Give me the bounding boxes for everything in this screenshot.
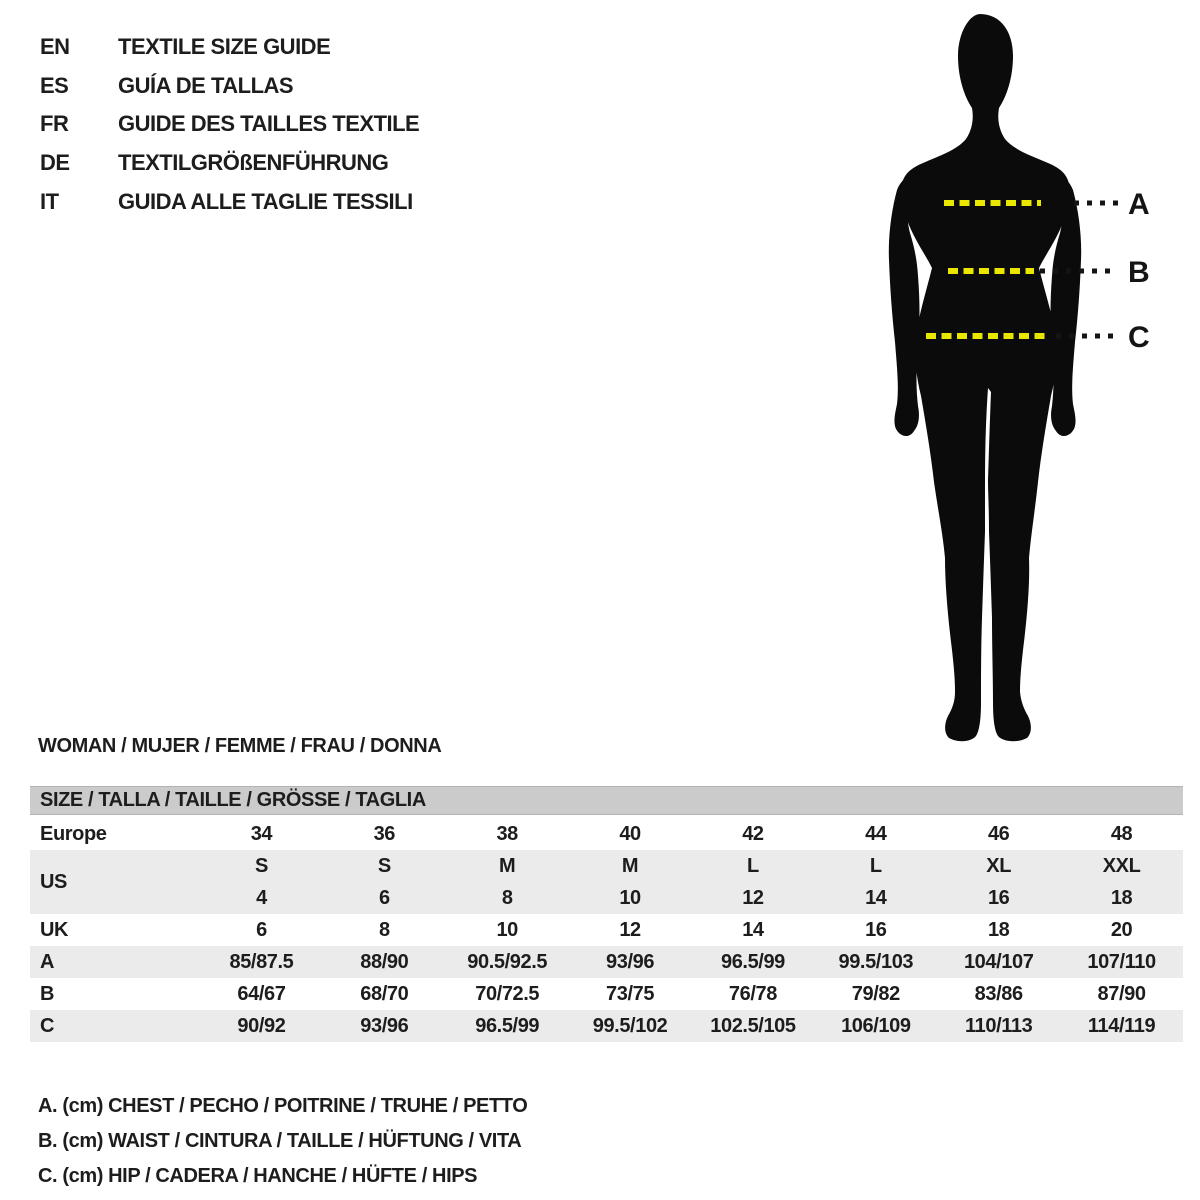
table-cell	[692, 850, 815, 914]
cell-value: 4	[256, 887, 267, 909]
table-cell: 102.5/105	[710, 1015, 796, 1037]
legend-line: B. (cm) WAIST / CINTURA / TAILLE / HÜFTUNG / VITA	[38, 1130, 522, 1152]
table-cell: 96.5/99	[720, 951, 785, 973]
measurement-legend	[38, 1089, 527, 1194]
language-code: DE	[40, 150, 70, 176]
language-title-block	[40, 29, 419, 223]
table-cell: 106/109	[841, 1015, 911, 1037]
marker-label-b: B	[1128, 256, 1150, 289]
table-cell: 88/90	[360, 951, 409, 973]
language-title-row	[40, 29, 419, 68]
language-code: FR	[40, 111, 69, 137]
table-cell	[1060, 850, 1183, 914]
table-cell: 64/67	[237, 983, 286, 1005]
cell-value: 12	[742, 887, 764, 909]
cell-value: 6	[378, 887, 390, 909]
table-cell	[814, 850, 937, 914]
marker-label-a: A	[1128, 188, 1150, 221]
table-row	[30, 978, 1183, 1010]
cell-value: S	[254, 855, 268, 877]
row-label: Europe	[40, 822, 107, 845]
row-label: C	[40, 1014, 55, 1037]
table-row	[30, 914, 1183, 946]
cell-value: 16	[987, 887, 1010, 909]
cell-value: L	[869, 855, 882, 877]
legend-line: C. (cm) HIP / CADERA / HANCHE / HÜFTE / HIPS	[38, 1165, 478, 1187]
table-cell: 104/107	[963, 951, 1034, 973]
language-code: IT	[40, 188, 59, 214]
table-cell: 12	[619, 919, 641, 941]
language-title: GUÍA DE TALLAS	[118, 72, 294, 98]
table-cell	[446, 850, 569, 914]
marker-label-c: C	[1128, 321, 1150, 354]
size-table	[30, 786, 1183, 1042]
cell-value: 14	[865, 887, 887, 909]
table-cell	[569, 850, 692, 914]
language-title: GUIDE DES TAILLES TEXTILE	[118, 111, 420, 137]
table-cell: 68/70	[360, 983, 409, 1005]
table-cell: 40	[619, 823, 641, 845]
table-cell: 110/113	[965, 1015, 1033, 1037]
language-title: GUIDA ALLE TAGLIE TESSILI	[118, 188, 413, 214]
table-cell: 99.5/103	[838, 951, 914, 973]
table-cell: 6	[256, 919, 267, 941]
table-cell: 36	[373, 823, 396, 845]
table-cell: 38	[496, 823, 518, 845]
table-row	[30, 850, 1183, 914]
woman-silhouette-figure	[850, 0, 1200, 760]
language-title: TEXTILGRÖßENFÜHRUNG	[118, 150, 389, 176]
cell-value: XL	[986, 855, 1012, 877]
table-cell: 46	[987, 823, 1010, 845]
table-cell: 76/78	[728, 983, 777, 1005]
cell-value: XXL	[1102, 855, 1141, 877]
table-cell: 96.5/99	[475, 1015, 540, 1037]
table-cell	[323, 850, 446, 914]
table-cell: 16	[865, 919, 887, 941]
cell-value: 10	[619, 887, 641, 909]
cell-value: M	[499, 855, 516, 877]
legend-line: A. (cm) CHEST / PECHO / POITRINE / TRUHE / PETTO	[38, 1095, 528, 1117]
table-cell: 93/96	[606, 951, 655, 973]
language-title-row	[40, 184, 419, 223]
cell-value: S	[377, 855, 391, 877]
table-cell: 10	[496, 919, 518, 941]
table-cell: 79/82	[851, 983, 900, 1005]
language-code: ES	[40, 72, 69, 98]
table-row	[30, 946, 1183, 978]
table-row	[30, 818, 1183, 850]
language-code: EN	[40, 34, 70, 59]
table-cell: 93/96	[360, 1015, 409, 1037]
table-cell: 20	[1110, 919, 1133, 941]
table-cell: 114/119	[1087, 1015, 1156, 1037]
table-cell: 48	[1110, 823, 1133, 845]
table-cell: 14	[742, 919, 764, 941]
table-cell: 73/75	[606, 983, 655, 1005]
row-label: B	[40, 982, 55, 1005]
table-cell: 70/72.5	[475, 983, 540, 1005]
table-cell: 90.5/92.5	[467, 951, 548, 973]
row-label: A	[40, 950, 55, 973]
table-cell: 34	[250, 823, 273, 845]
table-cell: 83/86	[974, 983, 1023, 1005]
language-title-row	[40, 145, 419, 184]
table-cell: 42	[742, 823, 764, 845]
cell-value: 8	[501, 887, 513, 909]
language-title: TEXTILE SIZE GUIDE	[118, 34, 331, 59]
cell-value: L	[747, 855, 759, 877]
language-title-row	[40, 106, 419, 145]
table-cell: 44	[865, 823, 887, 845]
cell-value: M	[621, 855, 639, 877]
table-cell: 107/110	[1087, 951, 1156, 973]
row-label: UK	[40, 918, 69, 941]
table-cell: 99.5/102	[592, 1015, 668, 1037]
body-silhouette	[901, 14, 1069, 741]
cell-value: 18	[1110, 887, 1133, 909]
table-cell	[937, 850, 1060, 914]
table-cell: 90/92	[237, 1015, 286, 1037]
table-cell: 87/90	[1097, 983, 1146, 1005]
table-cell	[200, 850, 323, 914]
table-cell: 18	[987, 919, 1010, 941]
woman-section-heading: WOMAN / MUJER / FEMME / FRAU / DONNA	[38, 735, 442, 757]
size-table-body	[30, 818, 1183, 1042]
size-table-header: SIZE / TALLA / TAILLE / GRÖSSE / TAGLIA	[30, 786, 1183, 815]
table-cell: 8	[378, 919, 390, 941]
row-label: US	[40, 870, 67, 893]
table-row	[30, 1010, 1183, 1042]
language-title-row	[40, 68, 419, 107]
table-cell: 85/87.5	[229, 951, 294, 973]
